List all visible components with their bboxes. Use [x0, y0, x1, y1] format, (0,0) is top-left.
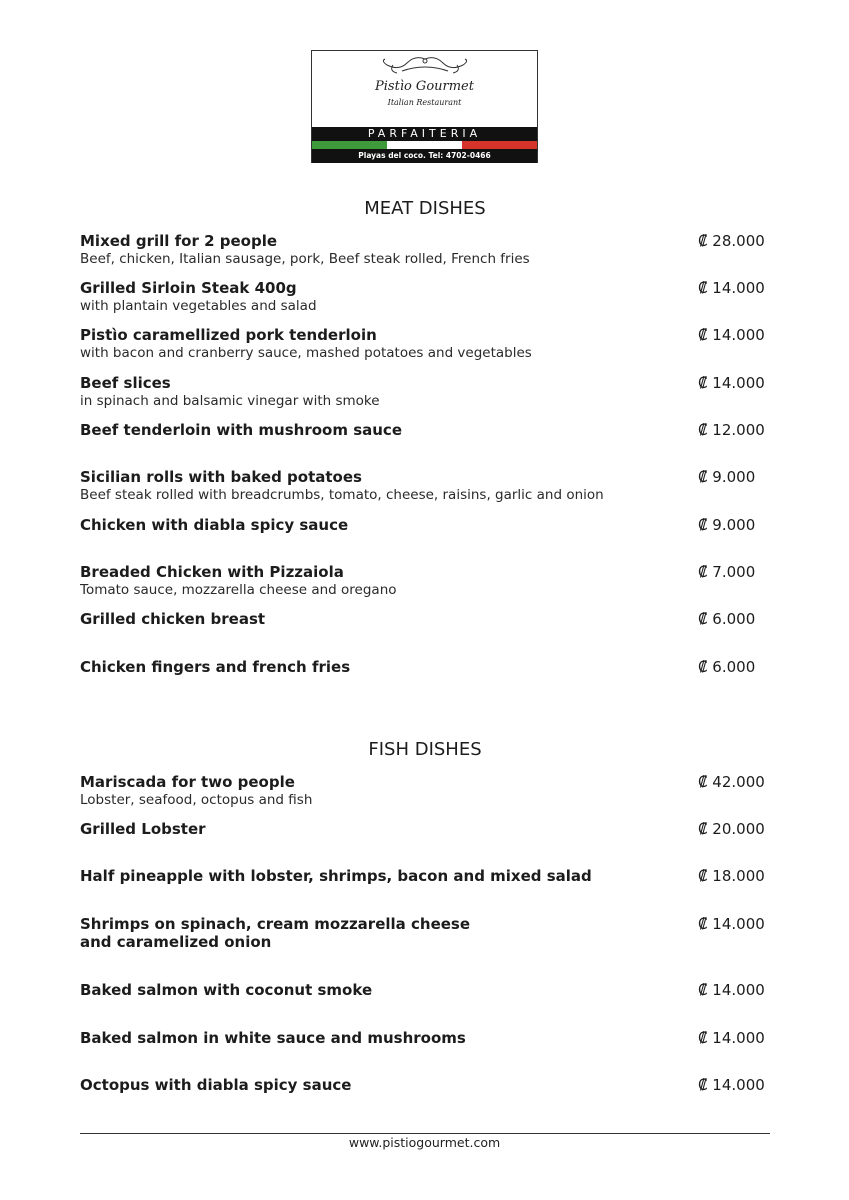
- item-description: with bacon and cranberry sauce, mashed potatoes and vegetables: [80, 345, 532, 361]
- item-price: ₡ 14.000: [698, 1076, 765, 1094]
- item-price: ₡ 6.000: [698, 658, 756, 676]
- item-description: with plantain vegetables and salad: [80, 298, 317, 314]
- item-price: ₡ 20.000: [698, 820, 765, 838]
- logo-band: PARFAITERIA: [312, 127, 537, 141]
- item-name: Grilled Lobster: [80, 820, 206, 838]
- item-name: Chicken fingers and french fries: [80, 658, 351, 676]
- item-name: Beef slices: [80, 374, 171, 392]
- item-price: ₡ 9.000: [698, 468, 756, 486]
- item-price: ₡ 7.000: [698, 563, 756, 581]
- item-price: ₡ 12.000: [698, 421, 765, 439]
- item-price: ₡ 42.000: [698, 773, 765, 791]
- item-description: in spinach and balsamic vinegar with smoke: [80, 393, 380, 409]
- menu-item: [80, 820, 770, 838]
- item-price: ₡ 6.000: [698, 610, 756, 628]
- item-name: Mariscada for two people: [80, 773, 295, 791]
- item-price: ₡ 18.000: [698, 867, 765, 885]
- menu-item: [80, 610, 770, 628]
- menu-item: [80, 326, 770, 362]
- item-name: Sicilian rolls with baked potatoes: [80, 468, 362, 486]
- menu-item: [80, 516, 770, 534]
- item-description: Beef, chicken, Italian sausage, pork, Beef steak rolled, French fries: [80, 251, 530, 267]
- item-name: Mixed grill for 2 people: [80, 232, 278, 250]
- logo-subtitle: Italian Restaurant: [387, 98, 462, 107]
- footer-url[interactable]: www.pistiogourmet.com: [348, 1135, 501, 1150]
- logo-brand: Pistìo Gourmet: [375, 79, 474, 94]
- menu-item: [80, 1029, 770, 1047]
- item-price: ₡ 14.000: [698, 279, 765, 297]
- item-description: Lobster, seafood, octopus and fish: [80, 792, 313, 808]
- item-price: ₡ 14.000: [698, 915, 765, 933]
- item-description: Beef steak rolled with breadcrumbs, tomato, cheese, raisins, garlic and onion: [80, 487, 604, 503]
- menu-item: [80, 563, 770, 599]
- item-name: Grilled chicken breast: [80, 610, 266, 628]
- item-name: Pistìo caramellized pork tenderloin: [80, 326, 377, 344]
- italian-flag-stripe: [312, 141, 537, 149]
- section-title-fish: FISH DISHES: [368, 739, 482, 760]
- item-price: ₡ 14.000: [698, 326, 765, 344]
- item-name: Breaded Chicken with Pizzaiola: [80, 563, 344, 581]
- menu-item: [80, 867, 770, 885]
- menu-item: [80, 773, 770, 809]
- item-price: ₡ 9.000: [698, 516, 756, 534]
- menu-item: [80, 279, 770, 315]
- item-name: Half pineapple with lobster, shrimps, bacon and mixed salad: [80, 867, 592, 885]
- menu-item: [80, 915, 770, 951]
- menu-item: [80, 232, 770, 268]
- menu-item: [80, 468, 770, 504]
- ornament-icon: [312, 55, 539, 77]
- item-name: Baked salmon in white sauce and mushrooms: [80, 1029, 466, 1047]
- menu-item: [80, 981, 770, 999]
- item-price: ₡ 14.000: [698, 1029, 765, 1047]
- item-description: Tomato sauce, mozzarella cheese and oregano: [80, 582, 397, 598]
- item-name: Shrimps on spinach, cream mozzarella cheese: [80, 915, 471, 933]
- menu-item: [80, 658, 770, 676]
- item-price: ₡ 28.000: [698, 232, 765, 250]
- menu-item: [80, 1076, 770, 1094]
- item-name: Chicken with diabla spicy sauce: [80, 516, 349, 534]
- item-price: ₡ 14.000: [698, 981, 765, 999]
- menu-item: [80, 421, 770, 439]
- item-name: Octopus with diabla spicy sauce: [80, 1076, 352, 1094]
- item-name: Baked salmon with coconut smoke: [80, 981, 373, 999]
- item-name-continued: and caramelized onion: [80, 933, 272, 951]
- footer-divider: [80, 1133, 770, 1134]
- section-title-meat: MEAT DISHES: [364, 198, 486, 219]
- menu-item: [80, 374, 770, 410]
- logo-contact: Playas del coco. Tel: 4702-0466: [312, 149, 537, 163]
- item-name: Beef tenderloin with mushroom sauce: [80, 421, 402, 439]
- item-name: Grilled Sirloin Steak 400g: [80, 279, 297, 297]
- item-price: ₡ 14.000: [698, 374, 765, 392]
- restaurant-logo: [311, 50, 538, 163]
